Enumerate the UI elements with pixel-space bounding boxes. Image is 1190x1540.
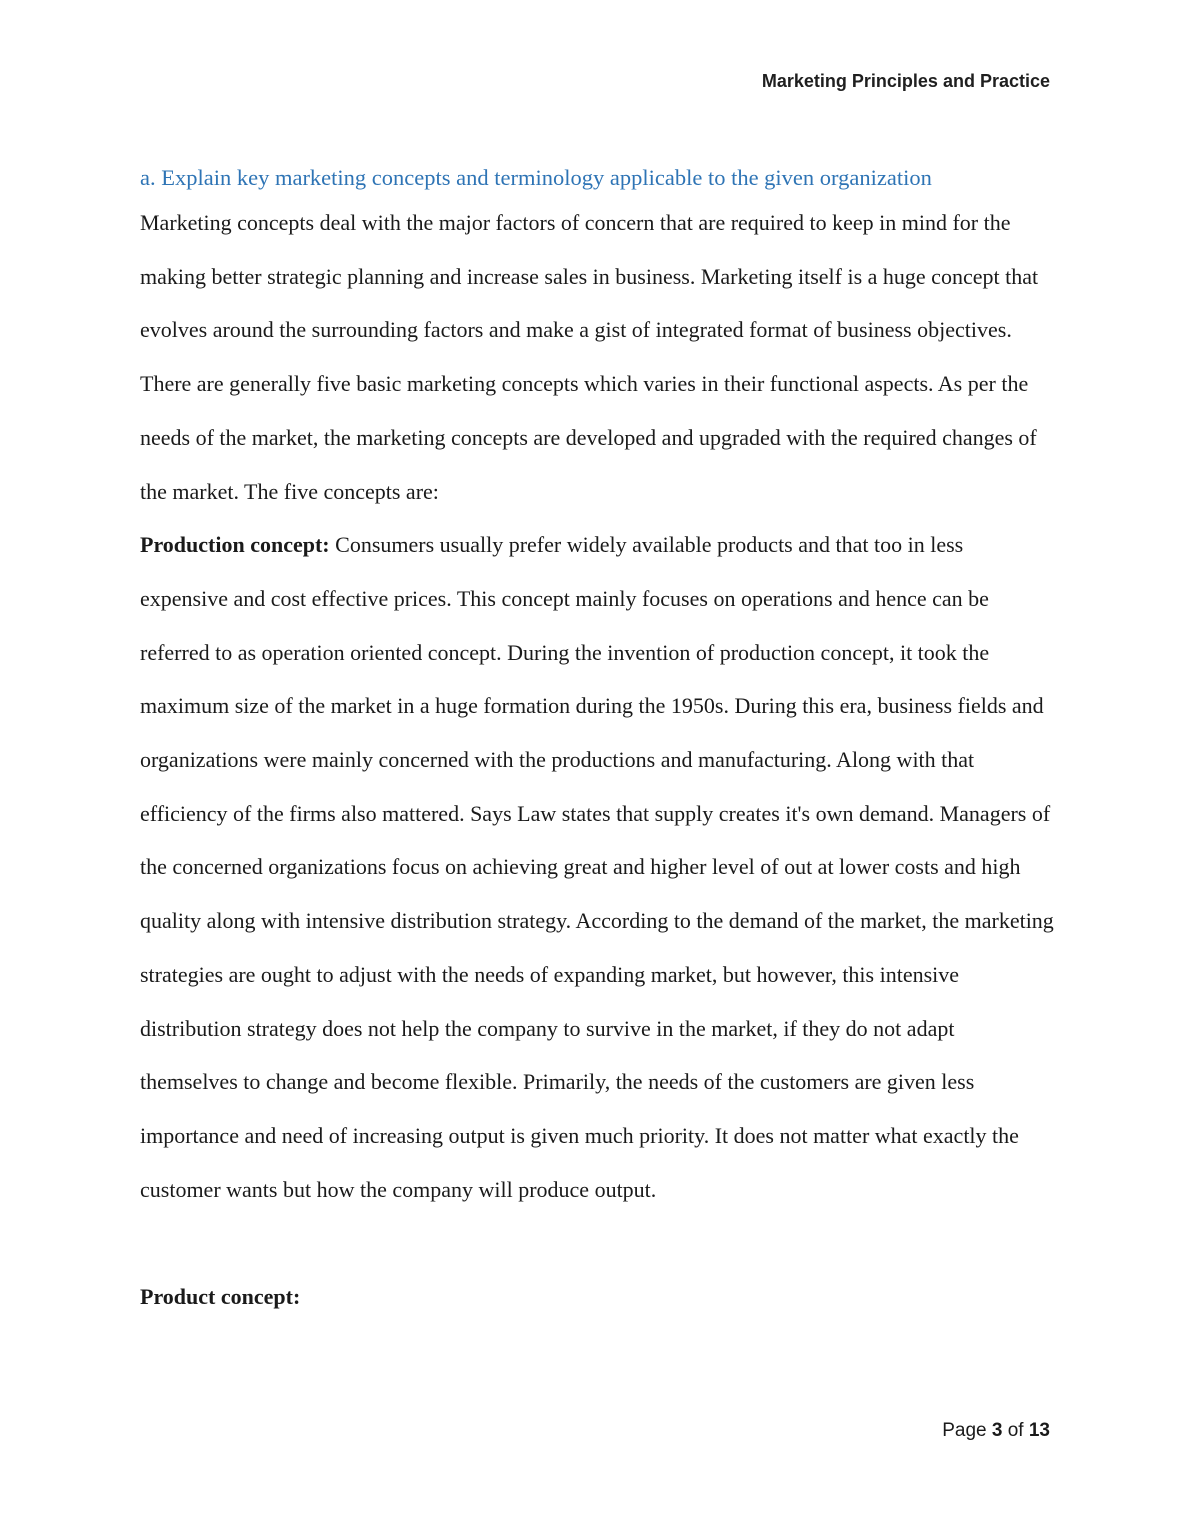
page-header-title: Marketing Principles and Practice <box>761 71 1050 91</box>
production-concept-paragraph <box>140 518 1055 1216</box>
section-heading: a. Explain key marketing concepts and terminology applicable to the given organization <box>140 165 932 190</box>
production-concept-term: Production concept: <box>140 532 330 558</box>
production-concept-text: Consumers usually prefer widely available products and that too in less expensive and cost effective prices. This concept mainly focuses on operations and hence can be referred to as operation oriented concept. During the invention of production concept, it took the maximum size of the market in a huge formation during the 1950s. During this era, business fields and organizations were mainly concerned with the productions and manufacturing. Along with that efficiency of the firms also mattered. Says Law states that supply creates it's own demand. Managers of the concerned organizations focus on achieving great and higher level of out at lower costs and high quality along with intensive distribution strategy. According to the demand of the market, the marketing strategies are ought to adjust with the needs of expanding market, but however, this intensive distribution strategy does not help the company to survive in the market, if they do not adapt themselves to change and become flexible. Primarily, the needs of the customers are given less importance and need of increasing output is given much priority. It does not matter what exactly the customer wants but how the company will produce output. <box>140 532 1054 1202</box>
paragraph-spacer <box>140 1216 1055 1270</box>
page-label: Page <box>942 1420 987 1441</box>
product-concept-paragraph <box>140 1270 1055 1324</box>
product-concept-term: Product concept: <box>140 1284 301 1310</box>
of-label: of <box>1007 1420 1024 1441</box>
current-page-number: 3 <box>991 1420 1003 1441</box>
total-pages-number: 13 <box>1028 1420 1050 1441</box>
document-body <box>140 160 1055 1324</box>
page-number-footer <box>942 1418 1050 1444</box>
intro-paragraph: Marketing concepts deal with the major factors of concern that are required to keep in mind for the making better strategic planning and increase sales in business. Marketing itself is a huge concept that evolves around the surrounding factors and make a gist of integrated format of business objectives. There are generally five basic marketing concepts which varies in their functional aspects. As per the needs of the market, the marketing concepts are developed and upgraded with the required changes of the market. The five concepts are: <box>140 210 1039 504</box>
